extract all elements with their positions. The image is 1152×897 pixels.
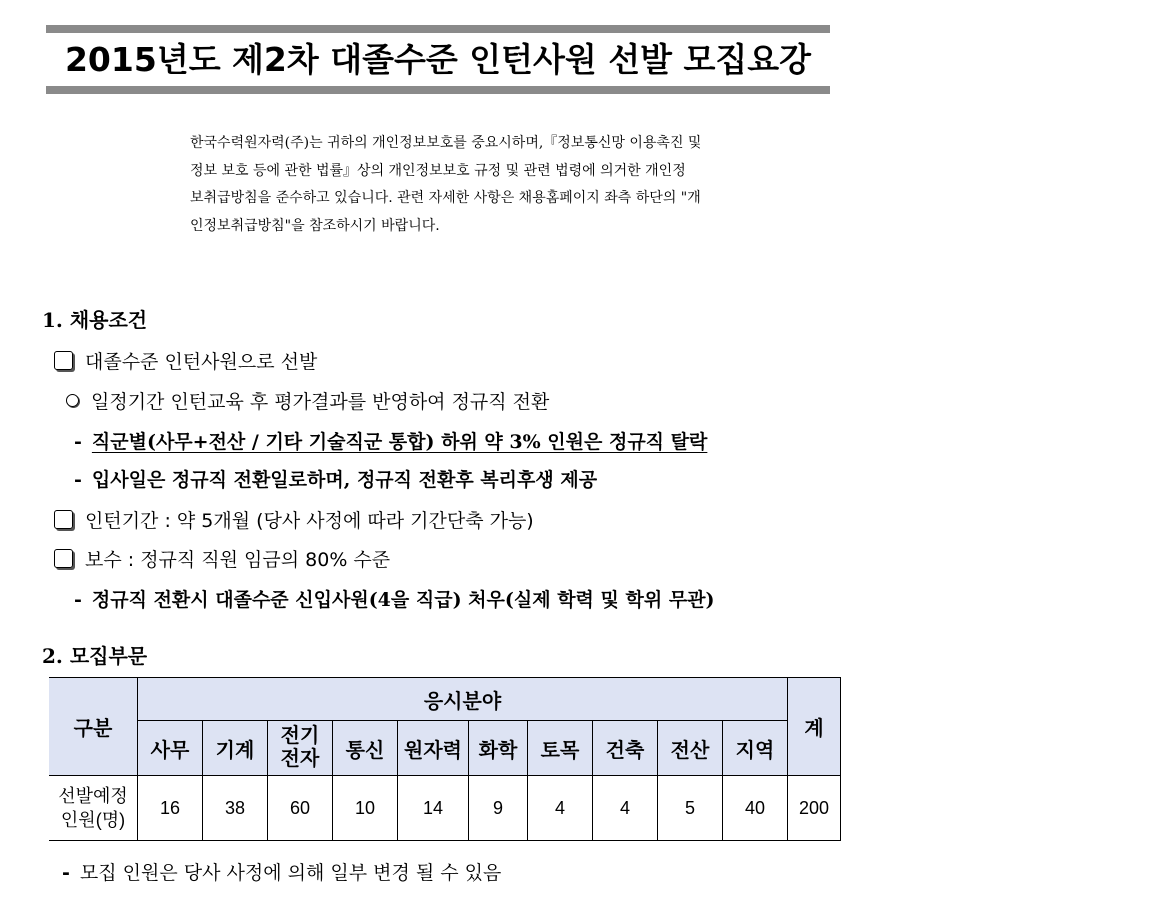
recruitment-footnote [62,858,501,885]
checkbox-square-icon [54,510,73,529]
condition-subtext: 일정기간 인턴교육 후 평가결과를 반영하여 정규직 전환 [91,391,550,413]
condition-dash-2 [74,465,597,492]
field-header: 토목 [528,721,593,776]
section2-heading: 2. 모집부문 [42,644,148,668]
condition-item-pay [54,545,390,572]
condition-text: 대졸수준 인턴사원으로 선발 [85,351,318,373]
field-header-line: 전자 [280,748,320,770]
dash-mark: - [62,862,70,884]
dash-mark: - [74,589,82,611]
row-label-line: 인원(명) [60,810,126,830]
field-header [268,721,333,776]
notice-line: 정보 보호 등에 관한 법률』상의 개인정보보호 규정 및 관련 법령에 의거한 개인정 [190,162,686,179]
condition-dash-1 [74,427,707,454]
footnote-text: 모집 인원은 당사 사정에 의해 일부 변경 될 수 있음 [79,862,502,884]
notice-line: 보취급방침을 준수하고 있습니다. 관련 자세한 사항은 채용홈페이지 좌측 하단의 "개 [190,190,701,206]
row-label-line: 선발예정 [58,786,128,806]
field-header: 사무 [138,721,203,776]
count-cell: 4 [528,776,593,841]
dash-text: 입사일은 정규직 전환일로하며, 정규직 전환후 복리후생 제공 [91,469,598,491]
field-header: 통신 [333,721,398,776]
condition-item-period [54,506,534,533]
privacy-notice [190,130,850,240]
count-cell: 38 [203,776,268,841]
notice-line: 한국수력원자력(주)는 귀하의 개인정보보호를 중요시하며,『정보통신망 이용촉진 및 [190,135,702,151]
count-cell: 60 [268,776,333,841]
dash-mark: - [74,469,82,491]
col-group-header: 구분 [49,678,138,776]
title-bottom-rule [46,86,830,94]
field-header: 건축 [593,721,658,776]
condition-dash-3 [74,585,715,612]
row-label [49,776,138,841]
checkbox-square-icon [54,351,73,370]
condition-item-selection [54,347,317,374]
field-header: 기계 [203,721,268,776]
title-top-rule [46,25,830,33]
field-header: 원자력 [398,721,469,776]
count-cell: 4 [593,776,658,841]
count-cell: 5 [658,776,723,841]
total-header: 계 [788,678,841,776]
section1-heading: 1. 채용조건 [42,308,148,332]
notice-line: 인정보취급방침"을 참조하시기 바랍니다. [190,217,440,234]
count-cell: 10 [333,776,398,841]
condition-subitem [66,387,549,414]
total-cell: 200 [788,776,841,841]
field-header-line: 전기 [280,725,320,747]
count-cell: 16 [138,776,203,841]
dash-mark: - [74,431,82,453]
field-header: 전산 [658,721,723,776]
dash-text: 정규직 전환시 대졸수준 신입사원(4을 직급) 처우(실제 학력 및 학위 무관) [91,589,715,611]
count-cell: 9 [469,776,528,841]
page-title: 2015년도 제2차 대졸수준 인턴사원 선발 모집요강 [64,40,812,79]
field-header: 화학 [469,721,528,776]
condition-text: 인턴기간 : 약 5개월 (당사 사정에 따라 기간단축 가능) [85,510,534,532]
count-cell: 14 [398,776,469,841]
title-block [46,25,830,95]
recruitment-table [49,677,841,841]
field-header: 지역 [723,721,788,776]
checkbox-square-icon [54,549,73,568]
count-cell: 40 [723,776,788,841]
condition-text: 보수 : 정규직 직원 임금의 80% 수준 [85,549,391,571]
dash-text: 직군별(사무+전산 / 기타 기술직군 통합) 하위 약 3% 인원은 정규직 탈락 [91,431,708,453]
circle-bullet-icon [66,394,79,407]
field-group-header: 응시분야 [138,678,788,721]
table-row [49,776,841,841]
